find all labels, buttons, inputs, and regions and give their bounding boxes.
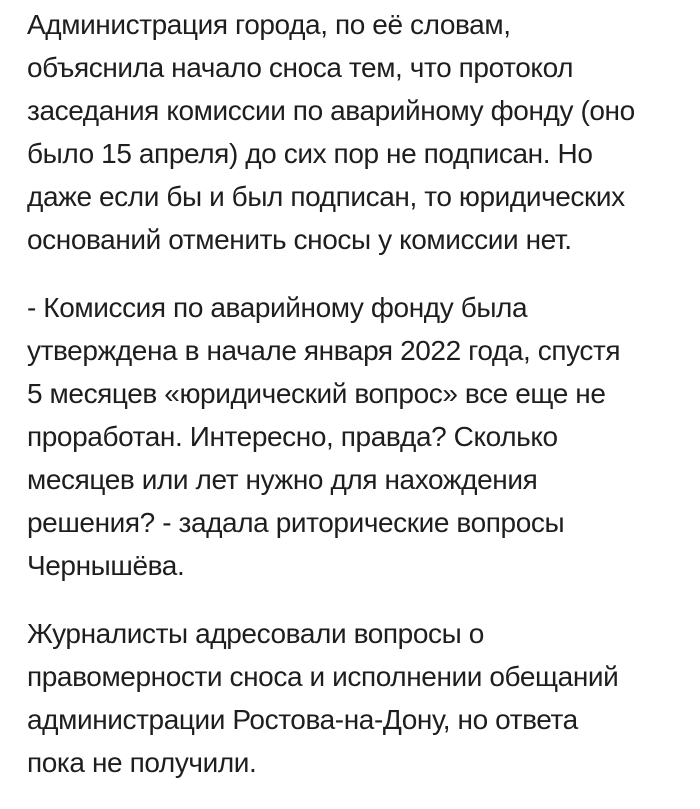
article-text <box>27 3 687 809</box>
text-line: администрации Ростова-на-Дону, но ответа <box>27 704 578 735</box>
text-line: было 15 апреля) до сих пор не подписан. Но <box>27 138 593 169</box>
text-line: правомерности сноса и исполнении обещаний <box>27 661 619 692</box>
text-line: заседания комиссии по аварийному фонду (оно <box>27 95 635 126</box>
text-line: объяснила начало сноса тем, что протокол <box>27 52 574 83</box>
paragraph-3 <box>27 612 687 784</box>
text-line: месяцев или лет нужно для нахождения <box>27 464 538 495</box>
text-line: утверждена в начале января 2022 года, спустя <box>27 335 621 366</box>
text-line: решения? - задала риторические вопросы <box>27 507 565 538</box>
text-line: проработан. Интересно, правда? Сколько <box>27 421 558 452</box>
text-line: Чернышёва. <box>27 550 185 581</box>
paragraph-2-quote <box>27 286 687 587</box>
text-line: - Комиссия по аварийному фонду была <box>27 292 528 323</box>
text-line: Администрация города, по её словам, <box>27 9 511 40</box>
text-line: оснований отменить сносы у комиссии нет. <box>27 224 572 255</box>
text-line: пока не получили. <box>27 747 257 778</box>
text-line: Журналисты адресовали вопросы о <box>27 618 484 649</box>
paragraph-1 <box>27 3 687 261</box>
text-line: даже если бы и был подписан, то юридических <box>27 181 625 212</box>
text-line: 5 месяцев «юридический вопрос» все еще не <box>27 378 606 409</box>
